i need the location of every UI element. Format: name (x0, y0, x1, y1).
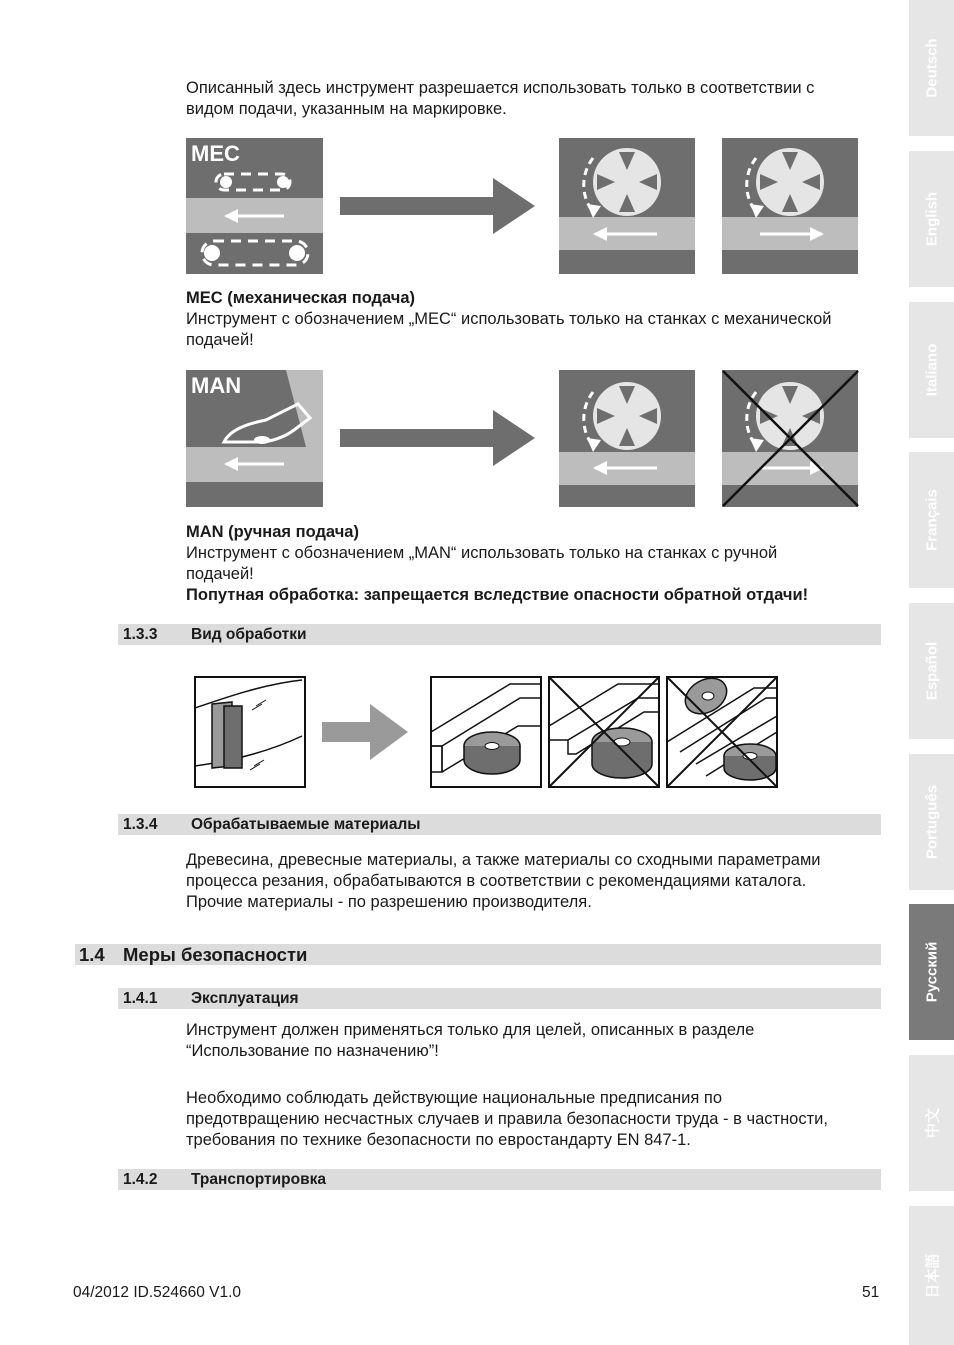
lang-tab-portugues[interactable] (909, 754, 954, 890)
lang-tab-label: Русский (923, 941, 940, 1003)
lang-tab-label: 日本語 (924, 1252, 941, 1299)
section-title: Транспортировка (191, 1171, 327, 1188)
section-header-1-4-2 (118, 1169, 881, 1190)
section-header-1-3-3 (118, 624, 881, 645)
man-cutter-climb-forbidden-icon (722, 370, 860, 507)
man-feed-icon (186, 370, 323, 507)
man-cutter-counter-icon (559, 370, 695, 507)
workpiece-forbidden-2-icon (666, 676, 778, 788)
mec-feed-icon (186, 138, 323, 274)
operation-line: Инструмент должен применяться только для целей, описанных в разделе (186, 1021, 755, 1039)
section-number: 1.3.3 (123, 626, 158, 643)
mec-cutter-counter-icon (559, 138, 695, 274)
operation-line: предотвращению несчастных случаев и правила безопасности труда - в частности, (186, 1110, 828, 1128)
intro-line: Описанный здесь инструмент разрешается использовать только в соответствии с (186, 79, 815, 97)
materials-text (186, 850, 821, 913)
man-warning: Попутная обработка: запрещается вследствие опасности обратной отдачи! (186, 586, 809, 604)
footer-doc-id: 04/2012 ID.524660 V1.0 (73, 1284, 242, 1301)
section-title: Вид обработки (191, 626, 307, 643)
lang-tab-english[interactable] (909, 151, 954, 287)
man-badge-text: MAN (191, 373, 242, 398)
section-number: 1.4.2 (123, 1171, 158, 1188)
lang-tab-japanese[interactable] (909, 1206, 954, 1345)
section-header-1-3-4 (118, 814, 881, 835)
materials-line: процесса резания, обрабатываются в соответствии с рекомендациями каталога. (186, 872, 807, 890)
section-title: Эксплуатация (191, 990, 299, 1007)
section-title: Меры безопасности (123, 944, 308, 965)
lang-tab-chinese[interactable] (909, 1055, 954, 1191)
lang-tab-label: English (923, 191, 940, 247)
operation-line: Необходимо соблюдать действующие национальные предписания по (186, 1089, 723, 1107)
lang-tab-russian[interactable] (909, 904, 954, 1040)
section-title: Обрабатываемые материалы (191, 816, 421, 833)
lang-tab-label: 中文 (924, 1107, 941, 1139)
section-header-1-4 (75, 944, 881, 965)
operation-line: требования по технике безопасности по евростандарту EN 847-1. (186, 1131, 691, 1149)
lang-tab-label: Español (923, 641, 940, 701)
section-number: 1.4 (79, 944, 105, 965)
operation-paragraph-2 (186, 1088, 828, 1151)
man-line: Инструмент с обозначением „MAN“ использовать только на станках с ручной (186, 544, 778, 562)
page-number: 51 (862, 1284, 880, 1301)
lang-tab-francais[interactable] (909, 452, 954, 588)
lang-tab-espanol[interactable] (909, 603, 954, 739)
workpiece-correct-icon (430, 676, 542, 788)
man-description (186, 522, 808, 606)
workpiece-forbidden-1-icon (548, 676, 660, 788)
lang-tab-label: Italiano (923, 343, 940, 397)
materials-line: Древесина, древесные материалы, а также материалы со сходными параметрами (186, 851, 821, 869)
man-arrow-icon (340, 410, 537, 466)
lang-tab-deutsch[interactable] (909, 0, 954, 136)
mec-description (186, 288, 831, 351)
man-heading: MAN (ручная подача) (186, 523, 359, 541)
mec-badge-text: MEC (191, 141, 240, 166)
lang-tab-label: Français (923, 489, 940, 551)
operation-paragraph-1 (186, 1020, 754, 1062)
lang-tab-label: Deutsch (923, 38, 940, 98)
mec-line: Инструмент с обозначением „MEC“ использовать только на станках с механической (186, 310, 832, 328)
mec-heading: MEC (механическая подача) (186, 289, 416, 307)
mec-cutter-climb-icon (722, 138, 858, 274)
mec-arrow-icon (340, 178, 537, 234)
materials-line: Прочие материалы - по разрешению производителя. (186, 893, 592, 911)
lang-tab-label: Português (923, 784, 940, 860)
intro-line: видом подачи, указанным на маркировке. (186, 100, 507, 118)
operation-line: “Использование по назначению”! (186, 1042, 439, 1060)
processing-arrow-icon (322, 704, 408, 760)
intro-text (186, 78, 814, 120)
section-header-1-4-1 (118, 988, 881, 1009)
edge-profiling-icon (194, 676, 306, 788)
lang-tab-italiano[interactable] (909, 302, 954, 438)
section-number: 1.3.4 (123, 816, 158, 833)
mec-line: подачей! (186, 331, 254, 349)
man-line: подачей! (186, 565, 254, 583)
section-number: 1.4.1 (123, 990, 158, 1007)
